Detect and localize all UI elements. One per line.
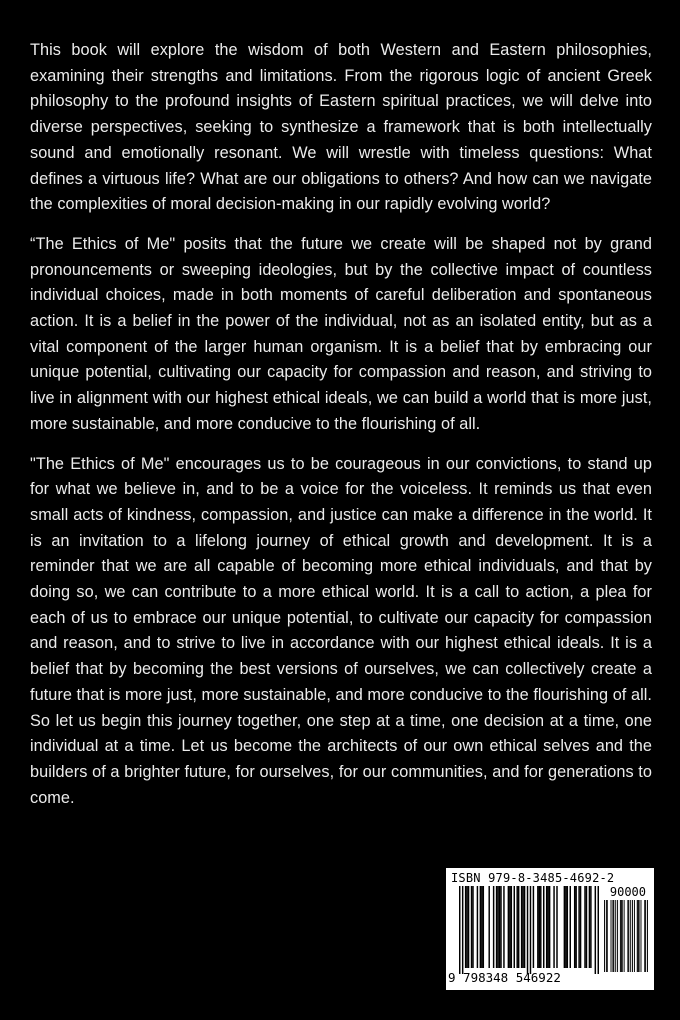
barcode-bar [630,900,631,972]
barcode-bar [503,886,504,968]
ean13-bars [459,886,599,974]
barcode-bar [615,900,616,972]
price-code: 90000 [609,885,646,899]
barcode-bar [465,886,466,968]
barcode-bar [477,886,478,968]
barcode-bar [514,886,515,968]
barcode-bar [546,886,547,968]
barcode-bar [622,900,623,972]
barcode-bar [574,886,575,968]
barcode-bar [468,886,469,968]
barcode-bar [589,886,590,968]
barcode-bar [481,886,482,968]
barcode-bar [613,900,614,972]
barcode-bar [644,900,645,972]
barcode-bar [499,886,500,968]
barcode-bar [472,886,473,968]
barcode-bar [586,886,587,968]
barcode-bar [645,900,646,972]
barcode-bar [483,886,484,968]
barcode-bar [539,886,540,968]
barcode-bar [509,886,510,968]
barcode-bar [518,886,519,968]
barcode-bar [580,886,581,968]
barcode-bar [628,900,629,972]
barcode-bar [632,900,633,972]
barcode-bar [459,886,460,974]
barcode-bar [511,886,512,968]
blurb-paragraph-2: “The Ethics of Me" posits that the future we create will be shaped not by grand pronouncements or sweeping ideologies, but by the collective impact of countless individual choices, made in both moments of careful deliberation and spontaneous action. It is a belief in the power of the individual, not as an isolated entity, but as a vital component of the larger human organism. It is a belief that by embracing our unique potential, cultivating our capacity for compassion and reason, and striving to live in alignment with our highest ethical ideals, we can build a world that is more just, more sustainable, and more conducive to the flourishing of all. [30,234,652,433]
barcode-bar [567,886,568,968]
barcode-bar [553,886,554,968]
barcode-bar [578,886,579,968]
barcode-bar [530,886,531,974]
barcode-bar [480,886,481,968]
barcode-bar [621,900,622,972]
barcode-bar [549,886,550,968]
barcode-bar [617,900,618,972]
barcode-bar [508,886,509,968]
barcode-bar [612,900,613,972]
barcode-digits: 9 798348 546922 [448,970,561,985]
barcode-bar [590,886,591,968]
barcode-bar [570,886,571,968]
barcode-bar [497,886,498,968]
barcode-bar [624,900,625,972]
barcode-bar [496,886,497,968]
barcode-bar [637,900,638,972]
barcode-bar [537,886,538,968]
barcode-bar [598,886,599,974]
barcode-bar [606,900,607,972]
barcode-bar [462,886,463,974]
barcode-bar [639,900,640,972]
barcode-bar [584,886,585,968]
barcode-bar [611,900,612,972]
barcode-bar [564,886,565,968]
isbn-barcode [446,868,654,990]
barcode-bar [516,886,517,968]
barcode-bar [524,886,525,968]
barcode-bar [547,886,548,968]
addon-bars [604,900,648,972]
barcode-bar [556,886,557,968]
barcode-bar [565,886,566,968]
barcode-bar [607,900,608,972]
barcode-bar [620,900,621,972]
barcode-bar [488,886,489,968]
blurb-text [30,38,652,811]
barcode-bar [595,886,596,974]
barcode-bar [540,886,541,968]
barcode-bar [634,900,635,972]
blurb-paragraph-1: This book will explore the wisdom of both Western and Eastern philosophies, examining their strengths and limitations. From the rigorous logic of ancient Greek philosophy to the profound insights of Eastern spiritual practices, we will delve into diverse perspectives, seeking to synthesize a framework that is both intellectually sound and emotionally resonant. We will wrestle with timeless questions: What defines a virtuous life? What are our obligations to others? And how can we navigate the complexities of moral decision-making in our rapidly evolving world? [30,41,652,214]
barcode-bar [627,900,628,972]
barcode-bar [522,886,523,968]
barcode-bar [647,900,648,972]
blurb-paragraph-3: "The Ethics of Me" encourages us to be courageous in our convictions, to stand up for what we believe in, and to be a voice for the voiceless. It reminds us that even small acts of kindness, compassion, and justice can make a difference in the world. It is an invitation to a lifelong journey of ethical growth and development. It is a reminder that we are all capable of becoming more ethical individuals, and that by doing so, we can contribute to a more ethical world. It is a call to action, a plea for each of us to embrace our unique potential, to cultivate our capacity for compassion and reason, and to strive to live in accordance with our highest ethical ideals. It is a belief that by becoming the best versions of ourselves, we can collectively create a future that is more just, more sustainable, and more conducive to the flourishing of all. So let us begin this journey together, one step at a time, one decision at a time, one individual at a time. Let us become the architects of our own ethical selves and the builders of a brighter future, for ourselves, for our communities, and for generations to come. [30,454,652,807]
barcode-bar [493,886,494,968]
barcode-bar [471,886,472,968]
barcode-bar [533,886,534,968]
barcode-bar [521,886,522,968]
barcode-bar [527,886,528,974]
barcode-bar [466,886,467,968]
barcode-bar [604,900,605,972]
barcode-bar [641,900,642,972]
isbn-label: ISBN 979-8-3485-4692-2 [451,871,615,885]
barcode-bar [500,886,501,968]
barcode-bar [543,886,544,968]
barcode-bar [575,886,576,968]
barcode-bar [638,900,639,972]
